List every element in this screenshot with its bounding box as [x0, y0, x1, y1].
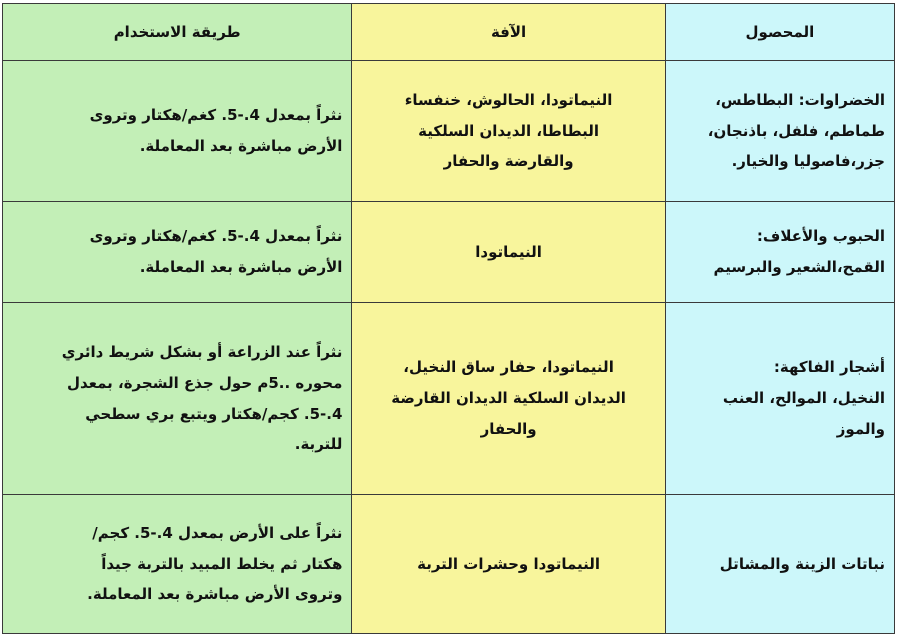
table-row	[3, 61, 895, 202]
crop-cell	[665, 202, 894, 303]
pest-cell	[352, 303, 665, 495]
cell-line: البطاطا، الديدان السلكية	[418, 121, 599, 140]
pesticide-usage-table	[2, 3, 895, 634]
cell-line: طماطم، فلفل، باذنجان،	[707, 121, 885, 140]
pest-cell	[352, 495, 665, 634]
cell-line: الأرض مباشرة بعد المعاملة.	[139, 258, 343, 276]
usage-cell	[3, 61, 352, 202]
cell-line: والقارضة والحفار	[443, 152, 574, 171]
header-pest: الآفة	[352, 4, 665, 61]
cell-line: أشجار الفاكهة:	[773, 358, 885, 377]
pest-cell	[352, 202, 665, 303]
cell-line: جزر،فاصوليا والخيار.	[731, 152, 885, 171]
cell-line: الخضراوات: البطاطس،	[715, 90, 885, 109]
cell-line: نباتات الزينة والمشاتل	[719, 554, 885, 573]
usage-cell	[3, 303, 352, 495]
header-crop: المحصول	[665, 4, 894, 61]
header-row	[3, 4, 895, 61]
cell-line: النخيل، الموالح، العنب	[722, 389, 885, 408]
cell-line: الديدان السلكية الديدان القارضة	[391, 389, 626, 408]
usage-cell	[3, 495, 352, 634]
cell-line: نثراً على الأرض بمعدل 4.-5. كجم/	[92, 523, 343, 542]
header-usage: طريقة الاستخدام	[3, 4, 352, 61]
cell-line: القمح،الشعير والبرسيم	[713, 258, 885, 276]
cell-line: الحبوب والأعلاف:	[756, 227, 885, 246]
crop-cell	[665, 303, 894, 495]
cell-line: نثراً بمعدل 4.-5. كغم/هكتار وتروى	[89, 106, 343, 125]
cell-line: النيماتودا	[475, 242, 542, 261]
cell-line: النيماتودا، الحالوش، خنفساء	[404, 90, 613, 109]
cell-line: محوره ..5م حول جذع الشجرة، بمعدل	[66, 373, 343, 392]
cell-line: نثراً بمعدل 4.-5. كغم/هكتار وتروى	[89, 227, 343, 246]
cell-line: والحفار	[480, 419, 537, 438]
cell-line: وتروى الأرض مباشرة بعد المعاملة.	[87, 585, 343, 604]
usage-cell	[3, 202, 352, 303]
table-row	[3, 495, 895, 634]
cell-line: 4.-5. كجم/هكتار ويتبع بري سطحي	[85, 404, 343, 423]
cell-line: هكتار ثم يخلط المبيد بالتربة جيداً	[101, 554, 343, 573]
cell-line: الأرض مباشرة بعد المعاملة.	[139, 137, 343, 155]
cell-line: نثراً عند الزراعة أو بشكل شريط دائري	[61, 343, 343, 361]
table-row	[3, 202, 895, 303]
cell-line: النيماتودا وحشرات التربة	[417, 554, 601, 573]
cell-line: للتربة.	[294, 435, 343, 454]
table-row	[3, 303, 895, 495]
crop-cell	[665, 495, 894, 634]
cell-line: النيماتودا، حفار ساق النخيل،	[403, 358, 614, 377]
cell-line: والموز	[836, 419, 885, 438]
crop-cell	[665, 61, 894, 202]
pest-cell	[352, 61, 665, 202]
